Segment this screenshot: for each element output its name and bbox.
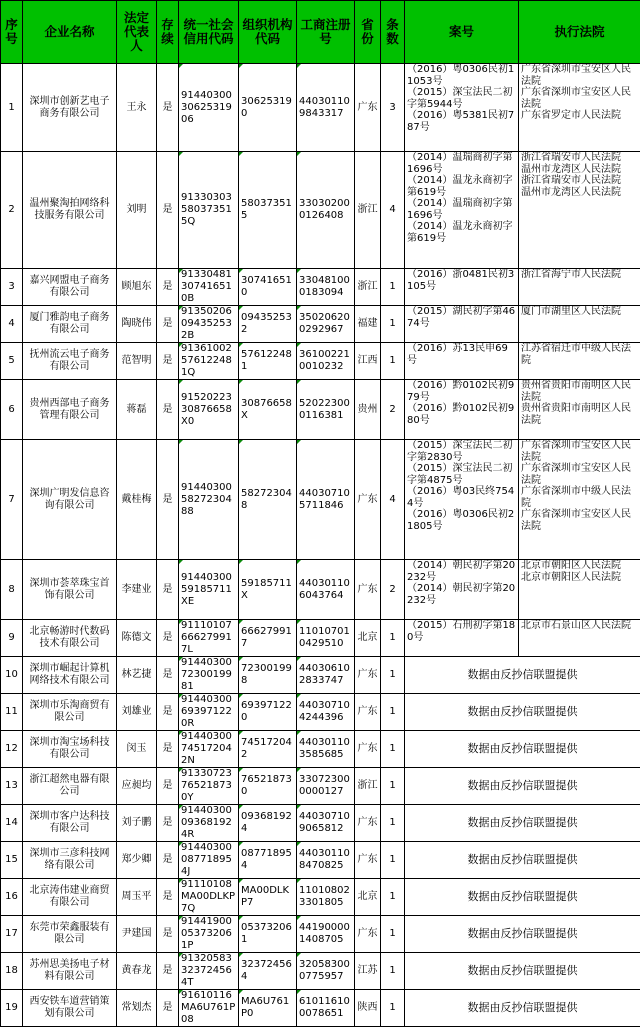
cell-seq: 16 — [1, 879, 23, 916]
cell-credit: 914403007230019981 — [179, 657, 239, 694]
header-company: 企业名称 — [23, 1, 117, 64]
cell-seq: 12 — [1, 731, 23, 768]
cell-count: 1 — [381, 916, 405, 953]
court-name: 贵州省贵阳市南明区人民法院 — [521, 403, 638, 426]
case-number: （2014）朝民初字第20232号 — [407, 560, 516, 583]
court-name: 浙江省瑞安市人民法院 — [521, 175, 638, 187]
cell-rep: 刘子鹏 — [117, 805, 157, 842]
cell-credit: 91610116MA6U761P08 — [179, 990, 239, 1027]
table-row — [1, 380, 640, 440]
court-name: 广东省深圳市宝安区人民法院 — [521, 87, 638, 110]
cell-count: 1 — [381, 657, 405, 694]
cell-count: 4 — [381, 440, 405, 560]
table-row — [1, 269, 640, 306]
cell-province: 北京 — [355, 879, 381, 916]
cell-province: 浙江 — [355, 152, 381, 269]
case-number: （2014）朝民初字第20232号 — [407, 583, 516, 606]
court-name: 厦门市湖里区人民法院 — [521, 306, 638, 318]
cell-status: 是 — [157, 64, 179, 152]
cell-court — [519, 269, 640, 306]
cell-reg: 110108023301805 — [297, 879, 355, 916]
case-number: （2016）粤0306民初21805号 — [407, 509, 516, 532]
header-count: 条数 — [381, 1, 405, 64]
cell-data-source-note: 数据由反抄信联盟提供 — [405, 953, 640, 990]
cell-province: 广东 — [355, 560, 381, 620]
cell-court — [519, 380, 640, 440]
cell-company: 深圳市乐淘商贸有限公司 — [23, 694, 117, 731]
cell-seq: 15 — [1, 842, 23, 879]
cell-cases — [405, 380, 519, 440]
cell-reg: 320583000775957 — [297, 953, 355, 990]
cell-org: 307416510 — [239, 269, 297, 306]
table-row — [1, 731, 640, 768]
cell-company: 贵州西部电子商务管理有限公司 — [23, 380, 117, 440]
cell-cases — [405, 269, 519, 306]
court-name: 北京市朝阳区人民法院 — [521, 560, 638, 572]
cell-credit: 914403007451720​42N — [179, 731, 239, 768]
cell-credit: 91440300693971220R — [179, 694, 239, 731]
cell-org: 723001998 — [239, 657, 297, 694]
cell-rep: 刘明 — [117, 152, 157, 269]
cell-count: 2 — [381, 560, 405, 620]
cell-province: 广东 — [355, 842, 381, 879]
cell-cases — [405, 560, 519, 620]
cell-data-source-note: 数据由反抄信联盟提供 — [405, 768, 640, 805]
cell-status: 是 — [157, 694, 179, 731]
court-name: 北京市朝阳区人民法院 — [521, 572, 638, 584]
table-row — [1, 842, 640, 879]
cell-rep: 陈德文 — [117, 620, 157, 657]
cell-rep: 戴桂梅 — [117, 440, 157, 560]
cell-reg: 441900001408705 — [297, 916, 355, 953]
cell-org: 693971220 — [239, 694, 297, 731]
cell-province: 广东 — [355, 916, 381, 953]
cell-company: 深圳市崛起计算机网络技术有限公司 — [23, 657, 117, 694]
cell-company: 西安铁车道营销策划有限公司 — [23, 990, 117, 1027]
header-org: 组织机构代码 — [239, 1, 297, 64]
case-number: （2015）湖民初字第4674号 — [407, 306, 516, 329]
court-name: 温州市龙湾区人民法院 — [521, 187, 638, 199]
cell-company: 温州聚淘拍网络科技服务有限公司 — [23, 152, 117, 269]
cell-org: 582723048 — [239, 440, 297, 560]
cell-credit: 91350206094352532B — [179, 306, 239, 343]
cell-province: 贵州 — [355, 380, 381, 440]
cell-org: 30876658X — [239, 380, 297, 440]
cell-province: 福建 — [355, 306, 381, 343]
table-row — [1, 916, 640, 953]
cell-rep: 顾旭东 — [117, 269, 157, 306]
cell-reg: 440307104244396 — [297, 694, 355, 731]
cell-seq: 13 — [1, 768, 23, 805]
case-number: （2015）深宝法民二初字第5944号 — [407, 87, 516, 110]
table-row — [1, 990, 640, 1027]
cell-count: 1 — [381, 842, 405, 879]
cell-count: 3 — [381, 64, 405, 152]
cell-court — [519, 620, 640, 657]
cell-count: 1 — [381, 990, 405, 1027]
table-row — [1, 306, 640, 343]
cell-company: 深圳市荟萃珠宝首饰有限公司 — [23, 560, 117, 620]
cell-org: 323724564 — [239, 953, 297, 990]
cell-reg: 440301108470825 — [297, 842, 355, 879]
cell-company: 深圳市三彦科技网络有限公司 — [23, 842, 117, 879]
cell-credit: 914403003062531906 — [179, 64, 239, 152]
cell-reg: 440301109843317 — [297, 64, 355, 152]
cell-org: 094352532 — [239, 306, 297, 343]
table-row — [1, 694, 640, 731]
cell-seq: 17 — [1, 916, 23, 953]
court-name: 广东省深圳市宝安区人民法院 — [521, 64, 638, 87]
cell-seq: 8 — [1, 560, 23, 620]
cell-company: 深圳市客户达科技有限公司 — [23, 805, 117, 842]
cell-reg: 440307105711846 — [297, 440, 355, 560]
case-number: （2016）浙0481民初3105号 — [407, 269, 516, 292]
cell-cases — [405, 306, 519, 343]
table-body — [1, 64, 640, 1027]
table-row — [1, 879, 640, 916]
cell-cases — [405, 620, 519, 657]
cell-credit: 91440300093681924R — [179, 805, 239, 842]
case-number: （2016）粤0306民初11053号 — [407, 64, 516, 87]
court-name: 温州市龙湾区人民法院 — [521, 164, 638, 176]
cell-court — [519, 152, 640, 269]
cell-org: 765218730 — [239, 768, 297, 805]
cell-cases — [405, 343, 519, 380]
table-row — [1, 152, 640, 269]
cell-data-source-note: 数据由反抄信联盟提供 — [405, 842, 640, 879]
cell-province: 陕西 — [355, 990, 381, 1027]
cell-status: 是 — [157, 953, 179, 990]
header-reg: 工商注册号 — [297, 1, 355, 64]
cell-org: MA6U761P0 — [239, 990, 297, 1027]
cell-status: 是 — [157, 805, 179, 842]
cell-rep: 黄春龙 — [117, 953, 157, 990]
cell-data-source-note: 数据由反抄信联盟提供 — [405, 657, 640, 694]
cell-count: 1 — [381, 306, 405, 343]
cell-credit: 91440300591857​11XE — [179, 560, 239, 620]
cell-province: 广东 — [355, 731, 381, 768]
cell-reg: 440301103585685 — [297, 731, 355, 768]
cell-count: 1 — [381, 269, 405, 306]
cell-status: 是 — [157, 440, 179, 560]
cell-rep: 常划杰 — [117, 990, 157, 1027]
cell-province: 浙江 — [355, 269, 381, 306]
table-row — [1, 768, 640, 805]
cell-seq: 4 — [1, 306, 23, 343]
cell-status: 是 — [157, 768, 179, 805]
cell-province: 江西 — [355, 343, 381, 380]
header-court: 执行法院 — [519, 1, 640, 64]
cell-credit: 91440300087718954J — [179, 842, 239, 879]
court-name: 广东省罗定市人民法院 — [521, 110, 638, 122]
cell-reg: 110107010429510 — [297, 620, 355, 657]
case-number: （2014）温龙永商初字第619号 — [407, 221, 516, 244]
cell-credit: 915202233087665​8X0 — [179, 380, 239, 440]
cell-count: 2 — [381, 380, 405, 440]
court-name: 江苏省宿迁市中级人民法院 — [521, 343, 638, 366]
cell-province: 广东 — [355, 694, 381, 731]
cell-rep: 李建业 — [117, 560, 157, 620]
cell-org: 745172042 — [239, 731, 297, 768]
cell-company: 深圳市创新艺电子商务有限公司 — [23, 64, 117, 152]
cell-org: 306253190 — [239, 64, 297, 152]
court-name: 广东省深圳市中级人民法院 — [521, 486, 638, 509]
case-number: （2016）黔0102民初979号 — [407, 380, 516, 403]
cell-province: 浙江 — [355, 768, 381, 805]
case-number: （2016）苏13民申69号 — [407, 343, 516, 366]
table-row — [1, 440, 640, 560]
header-status: 存续 — [157, 1, 179, 64]
cell-status: 是 — [157, 916, 179, 953]
cell-rep: 蒋磊 — [117, 380, 157, 440]
table-row — [1, 343, 640, 380]
cell-company: 北京涛伟建业商贸有限公司 — [23, 879, 117, 916]
cell-count: 1 — [381, 768, 405, 805]
cell-court — [519, 560, 640, 620]
cell-status: 是 — [157, 731, 179, 768]
case-number: （2015）深宝法民二初字第2830号 — [407, 440, 516, 463]
cell-credit: 91330303580373515Q — [179, 152, 239, 269]
cell-cases — [405, 440, 519, 560]
table-row — [1, 805, 640, 842]
case-number: （2014）温瑞商初字第1696号 — [407, 198, 516, 221]
cell-rep: 应昶均 — [117, 768, 157, 805]
table-row — [1, 64, 640, 152]
court-name: 贵州省贵阳市南明区人民法院 — [521, 380, 638, 403]
cell-company: 北京畅游时代数码技术有限公司 — [23, 620, 117, 657]
cell-company: 深圳广明发信息咨询有限公司 — [23, 440, 117, 560]
header-credit: 统一社会信用代码 — [179, 1, 239, 64]
cell-status: 是 — [157, 343, 179, 380]
cell-seq: 11 — [1, 694, 23, 731]
cell-data-source-note: 数据由反抄信联盟提供 — [405, 805, 640, 842]
cell-seq: 19 — [1, 990, 23, 1027]
cell-province: 广东 — [355, 64, 381, 152]
table-row — [1, 620, 640, 657]
cell-province: 江苏 — [355, 953, 381, 990]
cell-province: 广东 — [355, 440, 381, 560]
cell-cases — [405, 64, 519, 152]
cell-rep: 陶晓伟 — [117, 306, 157, 343]
case-number: （2016）粤03民终7544号 — [407, 486, 516, 509]
court-name: 广东省深圳市宝安区人民法院 — [521, 463, 638, 486]
cell-seq: 5 — [1, 343, 23, 380]
cell-seq: 18 — [1, 953, 23, 990]
cell-org: 053732061 — [239, 916, 297, 953]
court-name: 浙江省海宁市人民法院 — [521, 269, 638, 281]
cell-org: 576122481 — [239, 343, 297, 380]
cell-rep: 郑少卿 — [117, 842, 157, 879]
cell-seq: 3 — [1, 269, 23, 306]
cell-credit: 91110107666279917L — [179, 620, 239, 657]
cell-rep: 闵玉 — [117, 731, 157, 768]
cell-reg: 330723000000127 — [297, 768, 355, 805]
cell-province: 北京 — [355, 620, 381, 657]
cell-count: 1 — [381, 731, 405, 768]
header-row — [1, 1, 640, 64]
table-row — [1, 953, 640, 990]
cell-court — [519, 306, 640, 343]
case-number: （2014）温龙永商初字第619号 — [407, 175, 516, 198]
court-name: 广东省深圳市宝安区人民法院 — [521, 440, 638, 463]
cell-credit: 91441900053732061P — [179, 916, 239, 953]
cell-court — [519, 64, 640, 152]
cell-reg: 440301106043764 — [297, 560, 355, 620]
cell-reg: 350206200292967 — [297, 306, 355, 343]
cell-count: 1 — [381, 879, 405, 916]
cell-credit: 9136100257612248​1Q — [179, 343, 239, 380]
cell-company: 苏州思美扬电子材料有限公司 — [23, 953, 117, 990]
court-name: 北京市石景山区人民法院 — [521, 620, 638, 632]
header-cases: 案号 — [405, 1, 519, 64]
cell-company: 厦门雅韵电子商务有限公司 — [23, 306, 117, 343]
cell-status: 是 — [157, 560, 179, 620]
cell-seq: 2 — [1, 152, 23, 269]
cell-company: 东莞市荣鑫服装有限公司 — [23, 916, 117, 953]
cell-reg: 440306102833747 — [297, 657, 355, 694]
case-number: （2015）石刑初字第180号 — [407, 620, 516, 643]
cell-org: 580373515 — [239, 152, 297, 269]
cell-cases — [405, 152, 519, 269]
cell-count: 1 — [381, 805, 405, 842]
header-rep: 法定代表人 — [117, 1, 157, 64]
cell-seq: 7 — [1, 440, 23, 560]
court-name: 浙江省瑞安市人民法院 — [521, 152, 638, 164]
cell-status: 是 — [157, 152, 179, 269]
case-number: （2016）粤5381民初787号 — [407, 110, 516, 133]
cell-company: 抚州流云电子商务有限公司 — [23, 343, 117, 380]
cell-status: 是 — [157, 620, 179, 657]
case-number: （2015）深宝法民二初字第4875号 — [407, 463, 516, 486]
header-seq: 序号 — [1, 1, 23, 64]
cell-rep: 刘雄业 — [117, 694, 157, 731]
cell-status: 是 — [157, 657, 179, 694]
cell-reg: 440307109065812 — [297, 805, 355, 842]
cell-company: 浙江超然电器有限公司 — [23, 768, 117, 805]
court-name: 广东省深圳市宝安区人民法院 — [521, 509, 638, 532]
cell-court — [519, 440, 640, 560]
cell-credit: 91110108MA00DLKP7Q — [179, 879, 239, 916]
cell-count: 1 — [381, 620, 405, 657]
cell-count: 1 — [381, 694, 405, 731]
cell-status: 是 — [157, 879, 179, 916]
cell-seq: 6 — [1, 380, 23, 440]
cell-seq: 10 — [1, 657, 23, 694]
cell-data-source-note: 数据由反抄信联盟提供 — [405, 990, 640, 1027]
cell-reg: 520223000116381 — [297, 380, 355, 440]
cell-org: 093681924 — [239, 805, 297, 842]
cell-credit: 913307237652187​30Y — [179, 768, 239, 805]
cell-count: 1 — [381, 343, 405, 380]
cell-rep: 周玉平 — [117, 879, 157, 916]
cell-rep: 尹建国 — [117, 916, 157, 953]
cell-org: 087718954 — [239, 842, 297, 879]
cell-province: 广东 — [355, 657, 381, 694]
cell-data-source-note: 数据由反抄信联盟提供 — [405, 731, 640, 768]
table-row — [1, 560, 640, 620]
cell-status: 是 — [157, 306, 179, 343]
cell-status: 是 — [157, 842, 179, 879]
cell-seq: 1 — [1, 64, 23, 152]
cell-credit: 91330481307416510B — [179, 269, 239, 306]
cell-rep: 王永 — [117, 64, 157, 152]
case-number: （2016）黔0102民初980号 — [407, 403, 516, 426]
header-province: 省份 — [355, 1, 381, 64]
cell-reg: 330481000183094 — [297, 269, 355, 306]
cell-count: 4 — [381, 152, 405, 269]
cell-rep: 范智明 — [117, 343, 157, 380]
cell-status: 是 — [157, 380, 179, 440]
cell-count: 1 — [381, 953, 405, 990]
cell-data-source-note: 数据由反抄信联盟提供 — [405, 916, 640, 953]
case-number: （2014）温瑞商初字第1696号 — [407, 152, 516, 175]
cell-seq: 14 — [1, 805, 23, 842]
cell-credit: 914403005827230488 — [179, 440, 239, 560]
cell-province: 广东 — [355, 805, 381, 842]
cell-org: 59185711X — [239, 560, 297, 620]
cell-org: 666279917 — [239, 620, 297, 657]
cell-status: 是 — [157, 990, 179, 1027]
cell-court — [519, 343, 640, 380]
cell-credit: 91320583323724564T — [179, 953, 239, 990]
cell-reg: 330302000126408 — [297, 152, 355, 269]
cell-status: 是 — [157, 269, 179, 306]
cell-data-source-note: 数据由反抄信联盟提供 — [405, 879, 640, 916]
cell-company: 深圳市淘宝场科技有限公司 — [23, 731, 117, 768]
cell-reg: 361002210010232 — [297, 343, 355, 380]
table-row — [1, 657, 640, 694]
cell-org: MA00DLKP7 — [239, 879, 297, 916]
cell-reg: 610116100078651 — [297, 990, 355, 1027]
cell-seq: 9 — [1, 620, 23, 657]
cell-data-source-note: 数据由反抄信联盟提供 — [405, 694, 640, 731]
cell-company: 嘉兴网盟电子商务有限公司 — [23, 269, 117, 306]
cell-rep: 林艺捷 — [117, 657, 157, 694]
